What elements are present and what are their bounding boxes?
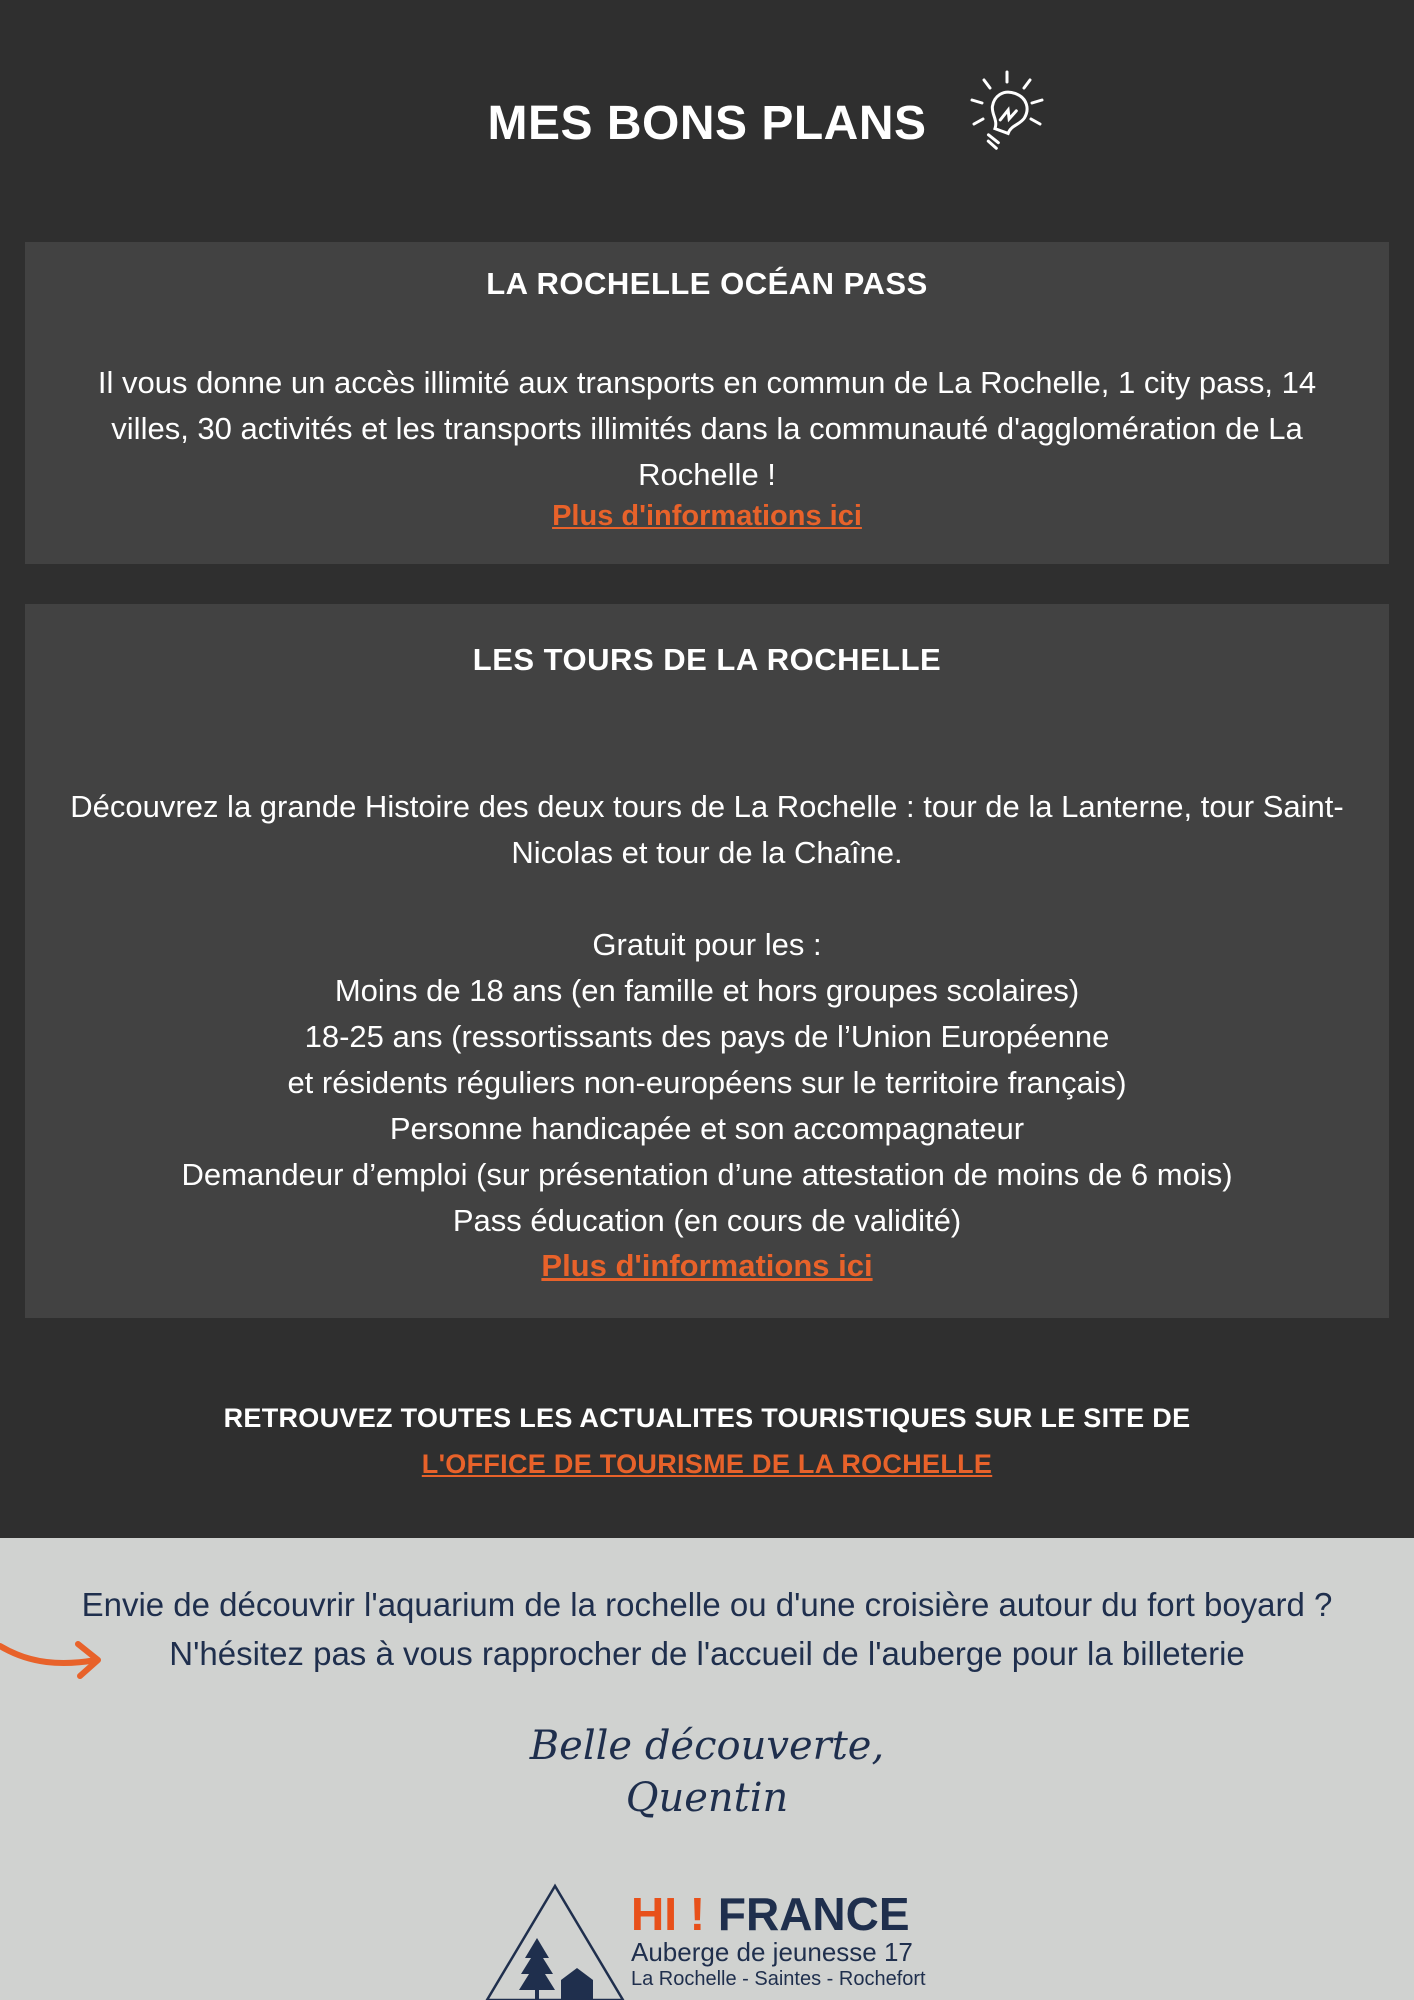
ticketing-invite [0, 1580, 1414, 1678]
signature [0, 1720, 1414, 1824]
signature-line: Belle découverte, [529, 1723, 885, 1769]
list-item: Personne handicapée et son accompagnateur [389, 1111, 1025, 1146]
card-title: LES TOURS DE LA ROCHELLE [472, 642, 942, 677]
logo-subtitle: Auberge de jeunesse 17 [631, 1937, 913, 1967]
more-info-link[interactable]: Plus d'informations ici [552, 500, 862, 532]
free-heading: Gratuit pour les : [592, 927, 822, 962]
page-title: MES BONS PLANS [487, 97, 927, 150]
lightbulb-icon [962, 66, 1052, 156]
list-item: Demandeur d’emploi (sur présentation d’une attestation de moins de 6 mois) [181, 1157, 1233, 1192]
free-list [55, 922, 1359, 1244]
light-section [0, 1538, 1414, 2000]
tourism-office-link[interactable]: L'OFFICE DE TOURISME DE LA ROCHELLE [421, 1449, 993, 1479]
card-body [55, 360, 1359, 498]
signature-name: Quentin [625, 1775, 789, 1821]
list-item: et résidents réguliers non-européens sur le territoire français) [287, 1065, 1127, 1100]
tours-card [25, 604, 1389, 1318]
list-item: Pass éducation (en cours de validité) [452, 1203, 962, 1238]
card-intro [33, 784, 1381, 876]
logo-text [631, 1890, 926, 1992]
mountain-tree-icon [485, 1882, 625, 2000]
card-body-line: Nicolas et tour de la Chaîne. [511, 835, 903, 870]
more-info-link[interactable]: Plus d'informations ici [541, 1248, 873, 1283]
card-body-line: villes, 30 activités et les transports illimités dans la communauté d'agglomération de La [111, 411, 1303, 446]
card-body-line: Il vous donne un accès illimité aux transports en commun de La Rochelle, 1 city pass, 14 [97, 365, 1317, 400]
card-body-line: Rochelle ! [638, 457, 776, 492]
page-header [0, 58, 1414, 198]
logo-places: La Rochelle - Saintes - Rochefort [631, 1968, 926, 1990]
logo-brand: HI ! FRANCE [631, 1888, 910, 1940]
list-item: Moins de 18 ans (en famille et hors groupes scolaires) [334, 973, 1080, 1008]
hi-france-logo [485, 1882, 965, 2000]
tourism-note-text: RETROUVEZ TOUTES LES ACTUALITES TOURISTIQUES SUR LE SITE DE [223, 1403, 1191, 1433]
card-body-line: Découvrez la grande Histoire des deux tours de La Rochelle : tour de la Lanterne, tour Saint- [70, 789, 1344, 824]
card-title: LA ROCHELLE OCÉAN PASS [486, 266, 928, 301]
invite-line: N'hésitez pas à vous rapprocher de l'accueil de l'auberge pour la billeterie [169, 1635, 1245, 1672]
tourism-note [0, 1395, 1414, 1487]
list-item: 18-25 ans (ressortissants des pays de l’Union Européenne [304, 1019, 1110, 1054]
ocean-pass-card [25, 242, 1389, 564]
invite-line: Envie de découvrir l'aquarium de la rochelle ou d'une croisière autour du fort boyard ? [81, 1586, 1333, 1623]
